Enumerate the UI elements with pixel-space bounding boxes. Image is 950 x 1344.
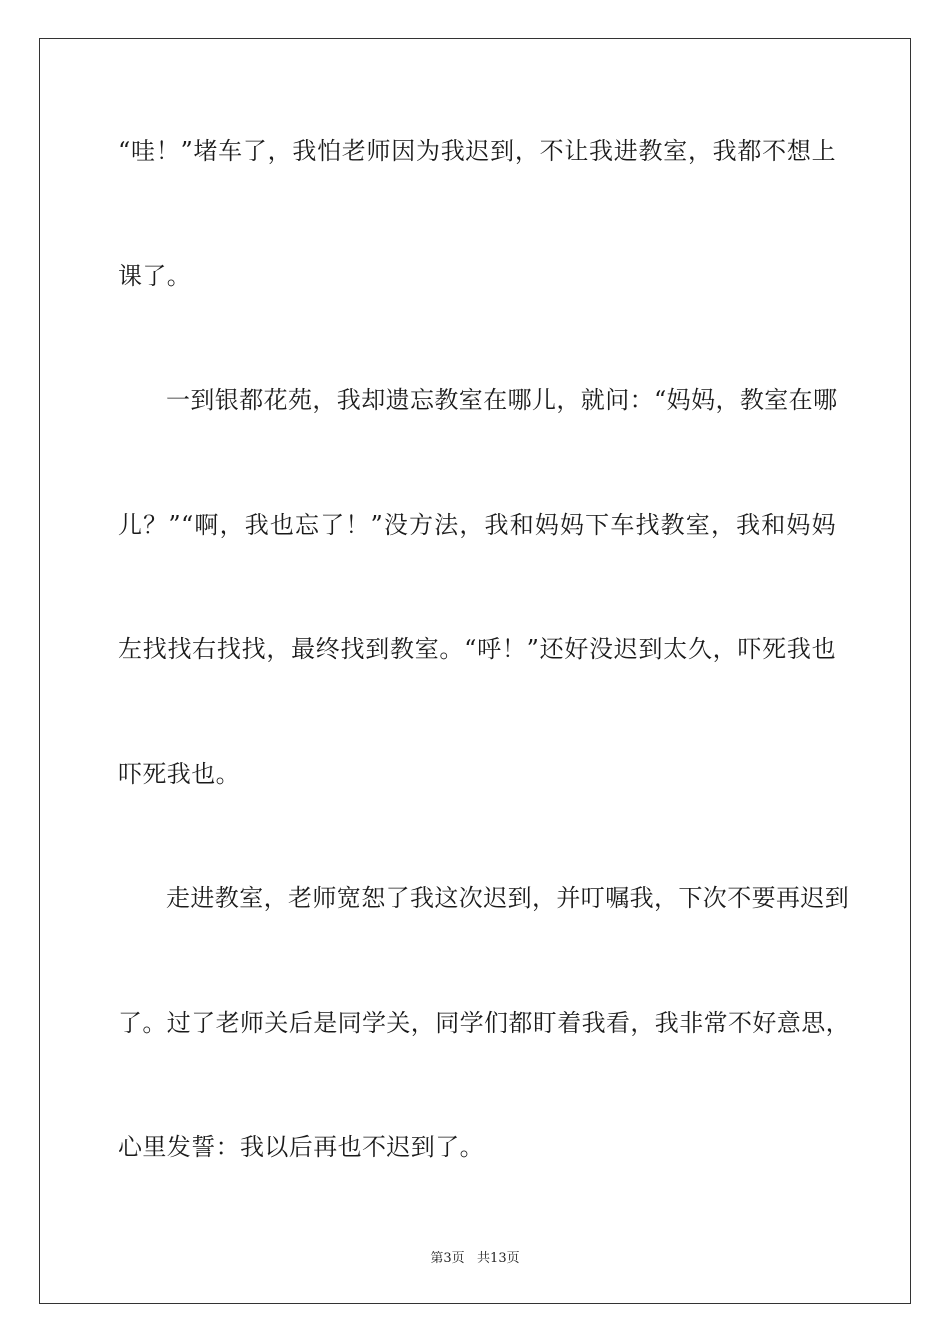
text-line-4: 儿？”“啊，我也忘了！”没方法，我和妈妈下车找教室，我和妈妈	[118, 510, 836, 539]
text-line-6: 吓死我也。	[118, 759, 240, 788]
page-number-footer: 第3页 共13页	[430, 1251, 520, 1266]
text-line-3: 一到银都花苑，我却遗忘教室在哪儿，就问：“妈妈，教室在哪	[166, 386, 838, 414]
text-line-2: 课了。	[118, 261, 192, 290]
document-body	[118, 128, 850, 1249]
text-line-8: 了。过了老师关后是同学关，同学们都盯着我看，我非常不好意思，	[118, 1008, 850, 1037]
text-line-1: “哇！”堵车了，我怕老师因为我迟到，不让我进教室，我都不想上	[118, 137, 836, 165]
text-line-9: 心里发誓：我以后再也不迟到了。	[118, 1133, 484, 1161]
text-line-5: 左找找右找找，最终找到教室。“呼！”还好没迟到太久，吓死我也	[118, 635, 836, 663]
text-line-7: 走进教室，老师宽恕了我这次迟到，并叮嘱我，下次不要再迟到	[166, 884, 850, 912]
